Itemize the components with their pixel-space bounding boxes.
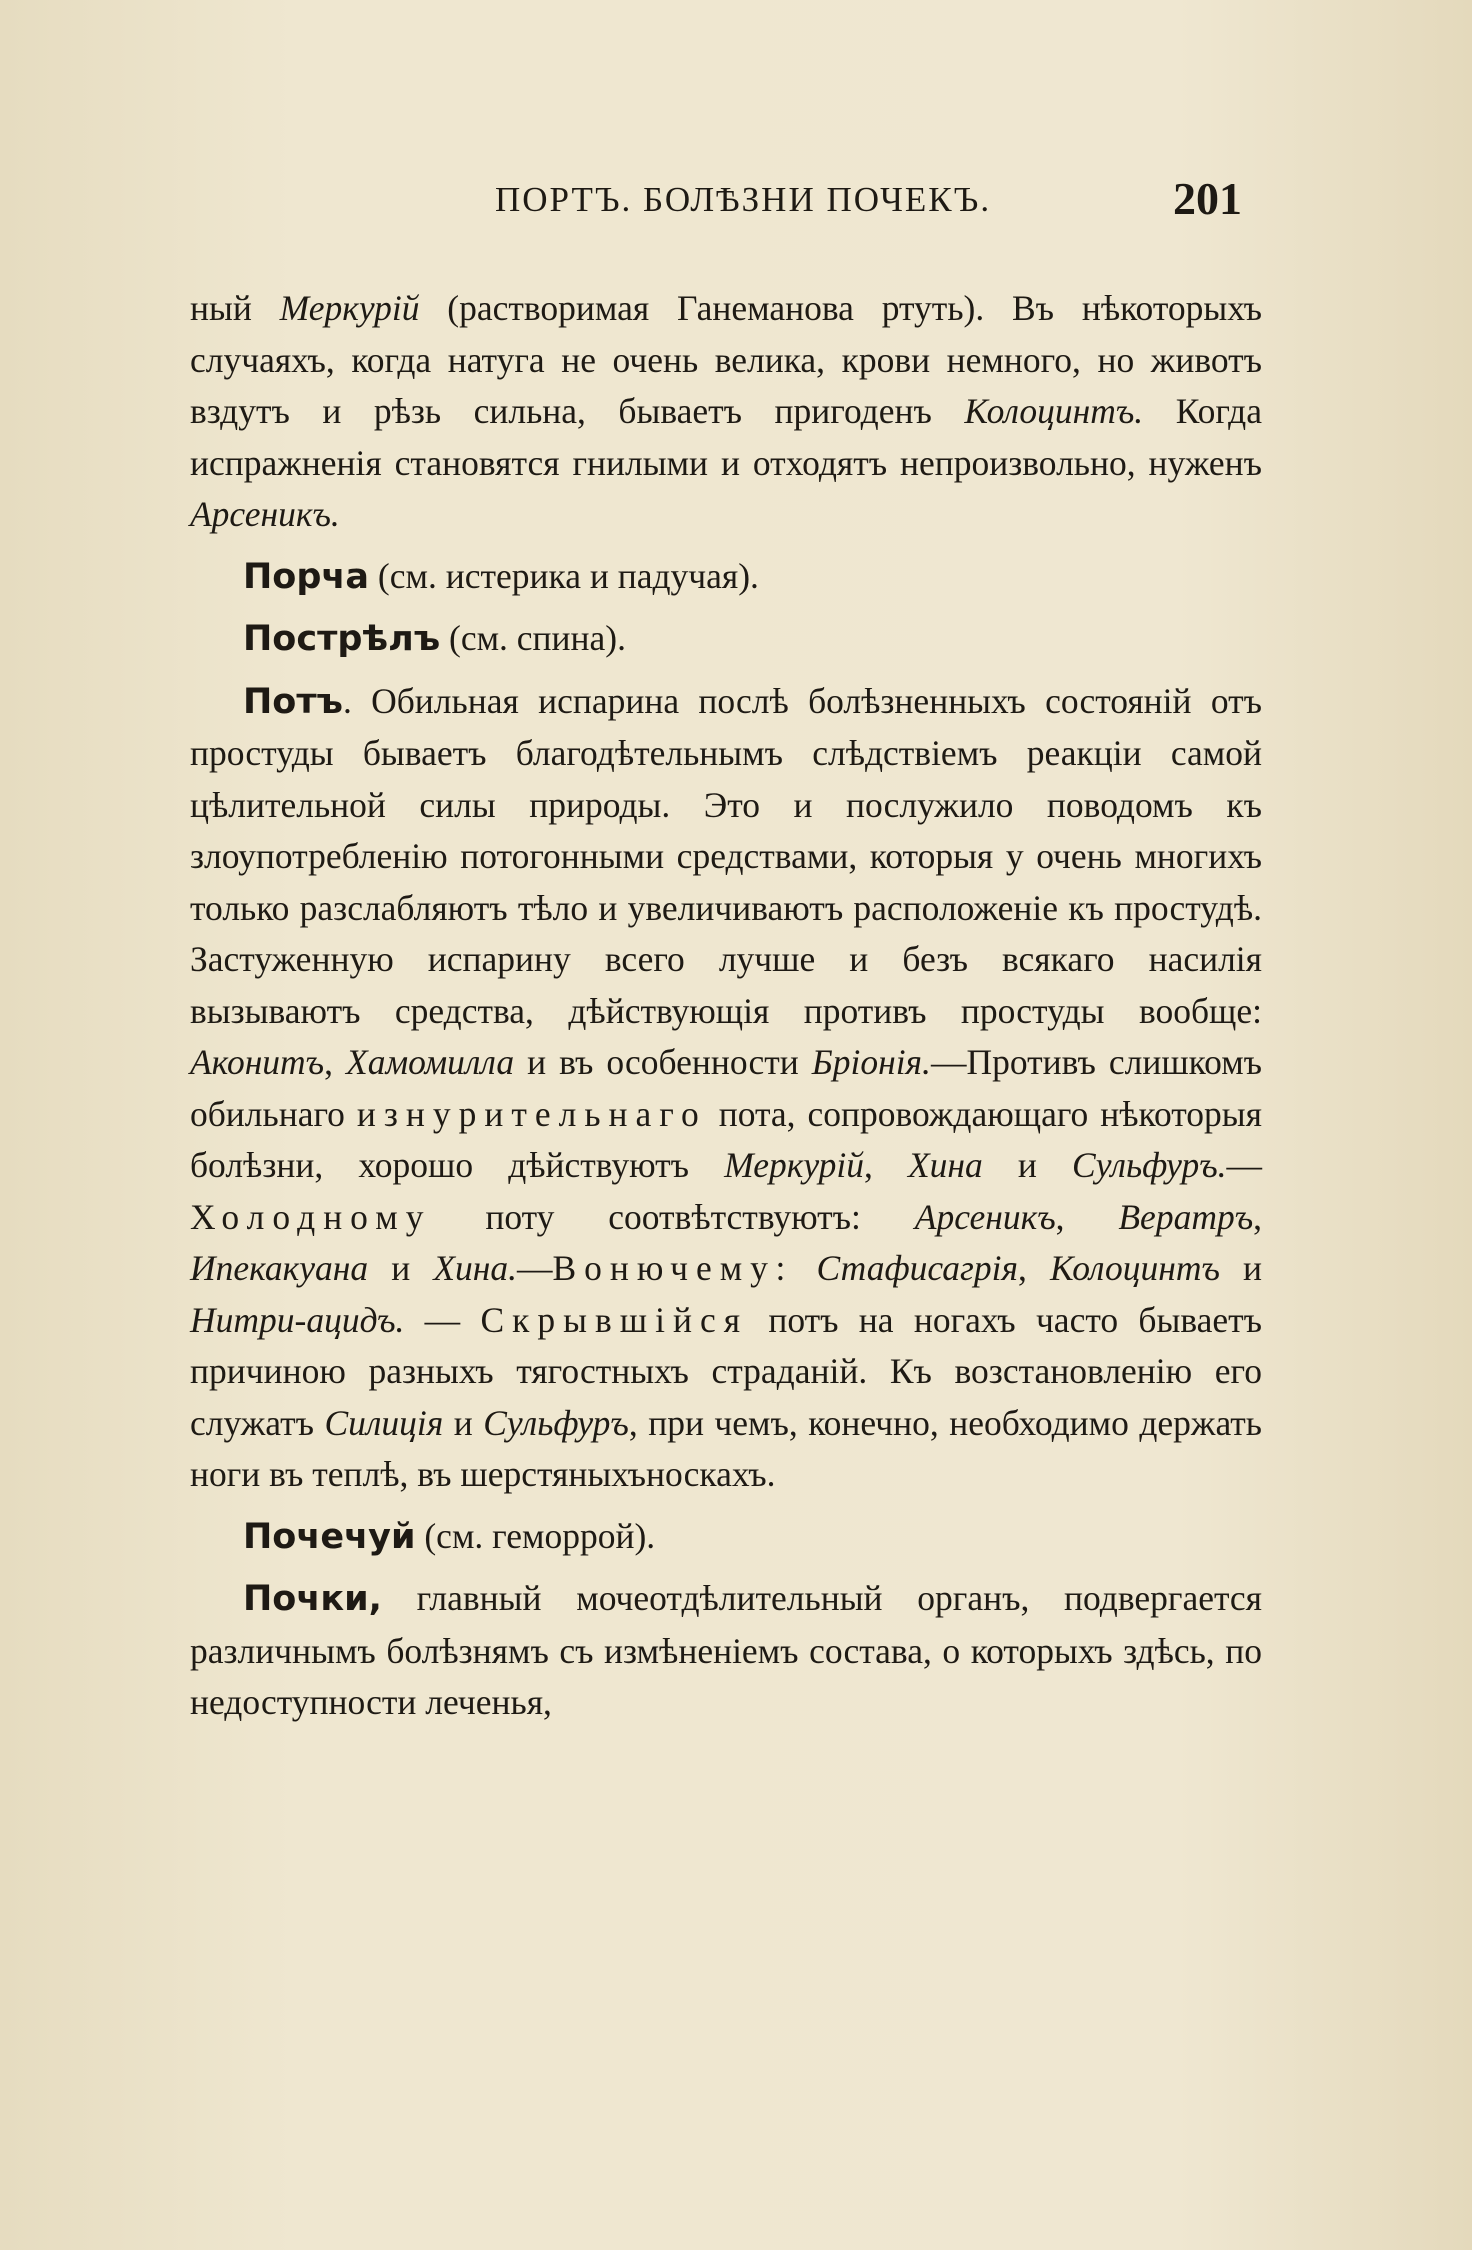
remedy-name: Меркурій bbox=[724, 1145, 864, 1185]
entry-text: (см. истерика и падучая). bbox=[369, 555, 759, 596]
remedy-name: Колоцинтъ. bbox=[964, 391, 1144, 431]
remedy-name: Хина. bbox=[433, 1248, 517, 1288]
text-run: —Противъ слишкомъ обильнаго bbox=[190, 1042, 1263, 1134]
entry-text: (см. геморрой). bbox=[415, 1515, 656, 1556]
text-run: (растворимая Ганеманова ртуть). Въ нѣкоторыхъ случаяхъ, когда натуга не очень велика, крови немного, но животъ вздутъ и рѣзь сильна, бываетъ пригоденъ bbox=[190, 288, 1262, 431]
text-run: — bbox=[404, 1299, 481, 1340]
remedy-name: Арсеникъ bbox=[914, 1196, 1056, 1237]
text-run: поту соотвѣтствуютъ: bbox=[431, 1196, 915, 1237]
text-run: , bbox=[1253, 1196, 1263, 1237]
text-run: и bbox=[443, 1402, 484, 1443]
entry-heading: Почки, bbox=[243, 1579, 382, 1619]
text-run: , bbox=[864, 1145, 908, 1185]
remedy-name: Арсеникъ. bbox=[190, 494, 340, 534]
entry-prostrel bbox=[190, 613, 1262, 666]
entry-porcha bbox=[190, 551, 1262, 604]
paragraph-continuation bbox=[190, 283, 1262, 541]
text-run: и bbox=[982, 1145, 1073, 1185]
page-header bbox=[0, 172, 1472, 242]
text-run: , bbox=[1055, 1196, 1119, 1237]
entry-pochki bbox=[190, 1573, 1262, 1729]
remedy-name: Сульфуръ bbox=[483, 1402, 629, 1443]
text-run: и bbox=[1219, 1248, 1263, 1288]
text-run bbox=[793, 1248, 816, 1288]
entry-text: главный мочеотдѣлительный органъ, подвергается различнымъ болѣзнямъ съ измѣненіемъ состава, о которыхъ здѣсь, по недоступности леченья, bbox=[190, 1578, 1262, 1722]
entry-heading: Порча bbox=[243, 556, 370, 597]
text-run: , bbox=[324, 1042, 347, 1082]
entry-pochechuy bbox=[190, 1511, 1262, 1564]
spaced-emphasis: изнурительнаго bbox=[356, 1093, 707, 1134]
entry-heading: Пострѣлъ bbox=[243, 619, 441, 659]
entry-text: (см. спина). bbox=[440, 618, 626, 658]
remedy-name: Колоцинтъ bbox=[1049, 1248, 1220, 1288]
text-run: Когда испражненія становятся гнилыми и отходятъ непроизвольно, нуженъ bbox=[190, 391, 1262, 483]
remedy-name: Хамомилла bbox=[346, 1042, 515, 1082]
remedy-name: Ипекакуана bbox=[190, 1248, 369, 1288]
page-number: 201 bbox=[1173, 173, 1242, 224]
page-body bbox=[190, 283, 1262, 1739]
remedy-name: Хина bbox=[908, 1145, 983, 1185]
text-run: . Обильная испарина послѣ болѣзненныхъ состояній отъ простуды бываетъ благодѣтельнымъ слѣдствіемъ реакціи самой цѣлительной силы природы. Это и послужило поводомъ къ злоупотребленію потогонными средствами, которыя у очень многихъ только разслабляютъ тѣло и увеличиваютъ расположеніе къ простудѣ. Застуженную испарину всего лучше и безъ всякаго насилія вызываютъ средства, дѣйствующія противъ простуды вообще: bbox=[190, 680, 1262, 1031]
spaced-emphasis: Холодному bbox=[190, 1196, 432, 1237]
remedy-name: Аконитъ bbox=[190, 1042, 325, 1082]
text-run: ный bbox=[190, 288, 280, 328]
remedy-name: Нитри-ацидъ. bbox=[190, 1299, 405, 1340]
remedy-name: Стафисагрія bbox=[816, 1248, 1018, 1288]
text-run: пота, сопровождающаго нѣкоторыя болѣзни, хорошо дѣйствуютъ bbox=[190, 1093, 1262, 1185]
remedy-name: Вератръ bbox=[1118, 1196, 1254, 1237]
text-run: — bbox=[517, 1248, 553, 1288]
text-run: , bbox=[1017, 1248, 1050, 1288]
remedy-name: Бріонія. bbox=[811, 1042, 931, 1082]
text-run: потъ на ногахъ часто бываетъ причиною разныхъ тягостныхъ страданій. Къ возстановленію его служатъ bbox=[190, 1299, 1263, 1443]
entry-pot bbox=[190, 676, 1262, 1501]
text-run: и bbox=[368, 1248, 434, 1288]
text-run: — bbox=[1226, 1145, 1263, 1185]
spaced-emphasis: Скрывшійся bbox=[480, 1299, 749, 1340]
remedy-name: Меркурій bbox=[279, 288, 420, 328]
spaced-emphasis: Вонючему: bbox=[552, 1248, 794, 1288]
entry-heading: Потъ bbox=[243, 681, 343, 722]
entry-heading: Почечуй bbox=[243, 1516, 416, 1557]
running-title: ПОРТЪ. БОЛѢЗНИ ПОЧЕКЪ. bbox=[495, 180, 992, 219]
remedy-name: Силиція bbox=[324, 1402, 444, 1443]
text-run: и въ особенности bbox=[514, 1042, 812, 1082]
remedy-name: Сульфуръ. bbox=[1072, 1145, 1227, 1185]
text-run: , при чемъ, конечно, необходимо держать ноги въ теплѣ, въ шерстяныхъноскахъ. bbox=[190, 1402, 1262, 1494]
